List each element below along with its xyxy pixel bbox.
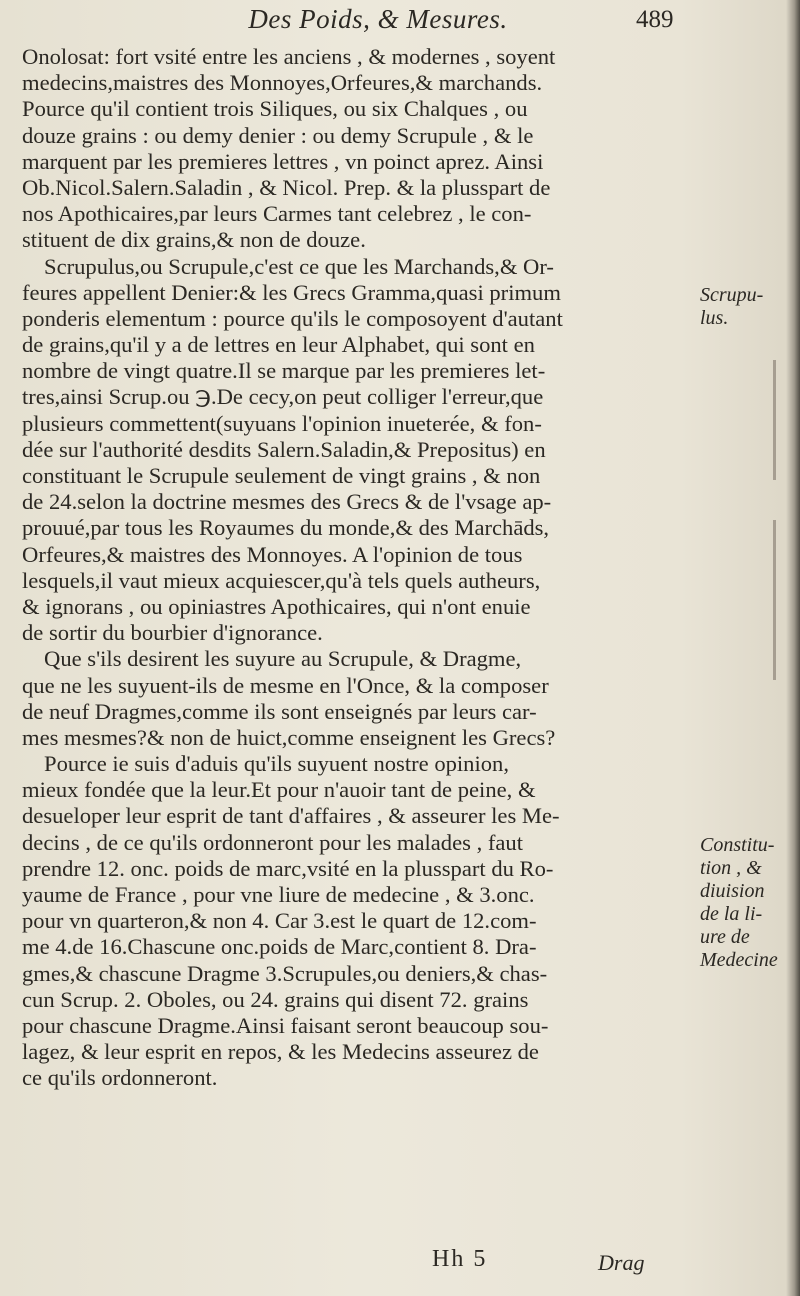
text-line: marquent par les premieres lettres , vn poinct aprez. Ainsi — [22, 148, 544, 174]
text-line: dée sur l'authorité desdits Salern.Saladin,& Prepositus) en — [22, 436, 546, 462]
text-line: ce qu'ils ordonneront. — [22, 1065, 218, 1091]
body-text — [22, 44, 704, 1092]
text-line: Pource ie suis d'aduis qu'ils suyuent nostre opinion, — [44, 751, 510, 777]
text-line: prouué,par tous les Royaumes du monde,& des Marchāds, — [22, 515, 550, 541]
text-line: decins , de ce qu'ils ordonneront pour les malades , faut — [22, 829, 523, 855]
text-line: que ne les suyuent-ils de mesme en l'Once, & la composer — [22, 672, 549, 698]
text-line: ponderis elementum : pource qu'ils le composoyent d'autant — [22, 305, 563, 331]
page-number: 489 — [636, 6, 674, 33]
text-line: stituent de dix grains,& non de douze. — [22, 227, 366, 253]
text-line: & ignorans , ou opiniastres Apothicaires, qui n'ont enuie — [22, 593, 531, 619]
text-line: Orfeures,& maistres des Monnoyes. A l'opinion de tous — [22, 541, 523, 567]
text-line: de sortir du bourbier d'ignorance. — [22, 620, 323, 646]
signature-mark: Hh 5 — [432, 1246, 488, 1272]
margin-note-line: lus. — [700, 307, 729, 329]
text-line: de 24.selon la doctrine mesmes des Grecs & de l'vsage ap- — [22, 489, 552, 515]
text-line: nombre de vingt quatre.Il se marque par les premieres let- — [22, 358, 546, 384]
text-line: me 4.de 16.Chascune onc.poids de Marc,contient 8. Dra- — [22, 934, 537, 960]
text-line: feures appellent Denier:& les Grecs Gramma,quasi primum — [22, 279, 561, 305]
text-line: Onolosat: fort vsité entre les anciens , & modernes , soyent — [22, 44, 556, 69]
margin-note-line: Constitu- — [700, 834, 775, 856]
text-line: douze grains : ou demy denier : ou demy Scrupule , & le — [22, 122, 534, 148]
text-line: pour vn quarteron,& non 4. Car 3.est le quart de 12.com- — [22, 908, 537, 934]
text-line: mieux fondée que la leur.Et pour n'auoir tant de peine, & — [22, 777, 536, 803]
margin-note-line: diuision — [700, 880, 765, 902]
text-line: Ob.Nicol.Salern.Saladin , & Nicol. Prep. & la plusspart de — [22, 174, 551, 200]
margin-note-line: ure de — [700, 926, 750, 948]
text-line: prendre 12. onc. poids de marc,vsité en la plusspart du Ro- — [22, 855, 554, 881]
text-line: desueloper leur esprit de tant d'affaires , & asseurer les Me- — [22, 803, 560, 829]
text-line: lagez, & leur esprit en repos, & les Medecins asseurez de — [22, 1039, 539, 1065]
page-edge-shadow — [786, 0, 800, 1296]
text-line: Que s'ils desirent les suyure au Scrupule, & Dragme, — [44, 646, 522, 672]
text-line: de grains,qu'il y a de lettres en leur Alphabet, qui sont en — [22, 332, 535, 358]
text-line: pour chascune Dragme.Ainsi faisant seront beaucoup sou- — [22, 1012, 549, 1038]
margin-note-scrupulus — [700, 284, 763, 330]
text-line: constituant le Scrupule seulement de vingt grains , & non — [22, 463, 541, 488]
running-title: Des Poids, & Mesures. — [248, 4, 508, 34]
text-line: tres,ainsi Scrup.ou ℈.De cecy,on peut colliger l'erreur,que — [22, 384, 544, 410]
text-line: mes mesmes?& non de huict,comme enseignent les Grecs? — [22, 724, 556, 750]
text-line: yaume de France , pour vne liure de medecine , & 3.onc. — [22, 882, 535, 907]
margin-note-constitution — [700, 834, 778, 972]
text-line: plusieurs commettent(suyuans l'opinion inueterée, & fon- — [22, 410, 542, 436]
ink-bleed-mark — [773, 520, 776, 680]
text-line: de neuf Dragmes,comme ils sont enseignés par leurs car- — [22, 698, 537, 724]
page-header — [0, 4, 800, 44]
text-line: nos Apothicaires,par leurs Carmes tant celebrez , le con- — [22, 201, 532, 227]
margin-note-line: tion , & — [700, 857, 762, 879]
ink-bleed-mark — [773, 360, 776, 480]
text-line: gmes,& chascune Dragme 3.Scrupules,ou deniers,& chas- — [22, 960, 548, 986]
page-footer — [0, 1246, 800, 1286]
text-line: lesquels,il vaut mieux acquiescer,qu'à tels quels autheurs, — [22, 567, 541, 593]
margin-note-line: de la li- — [700, 903, 763, 925]
margin-note-line: Scrupu- — [700, 284, 764, 306]
text-line: Scrupulus,ou Scrupule,c'est ce que les Marchands,& Or- — [44, 253, 554, 279]
text-line: Pource qu'il contient trois Siliques, ou six Chalques , ou — [22, 96, 528, 122]
text-line: medecins,maistres des Monnoyes,Orfeures,& marchands. — [22, 70, 543, 96]
margin-note-line: Medecine — [700, 949, 778, 971]
catchword: Drag — [598, 1250, 645, 1275]
text-line: cun Scrup. 2. Oboles, ou 24. grains qui disent 72. grains — [22, 986, 529, 1012]
